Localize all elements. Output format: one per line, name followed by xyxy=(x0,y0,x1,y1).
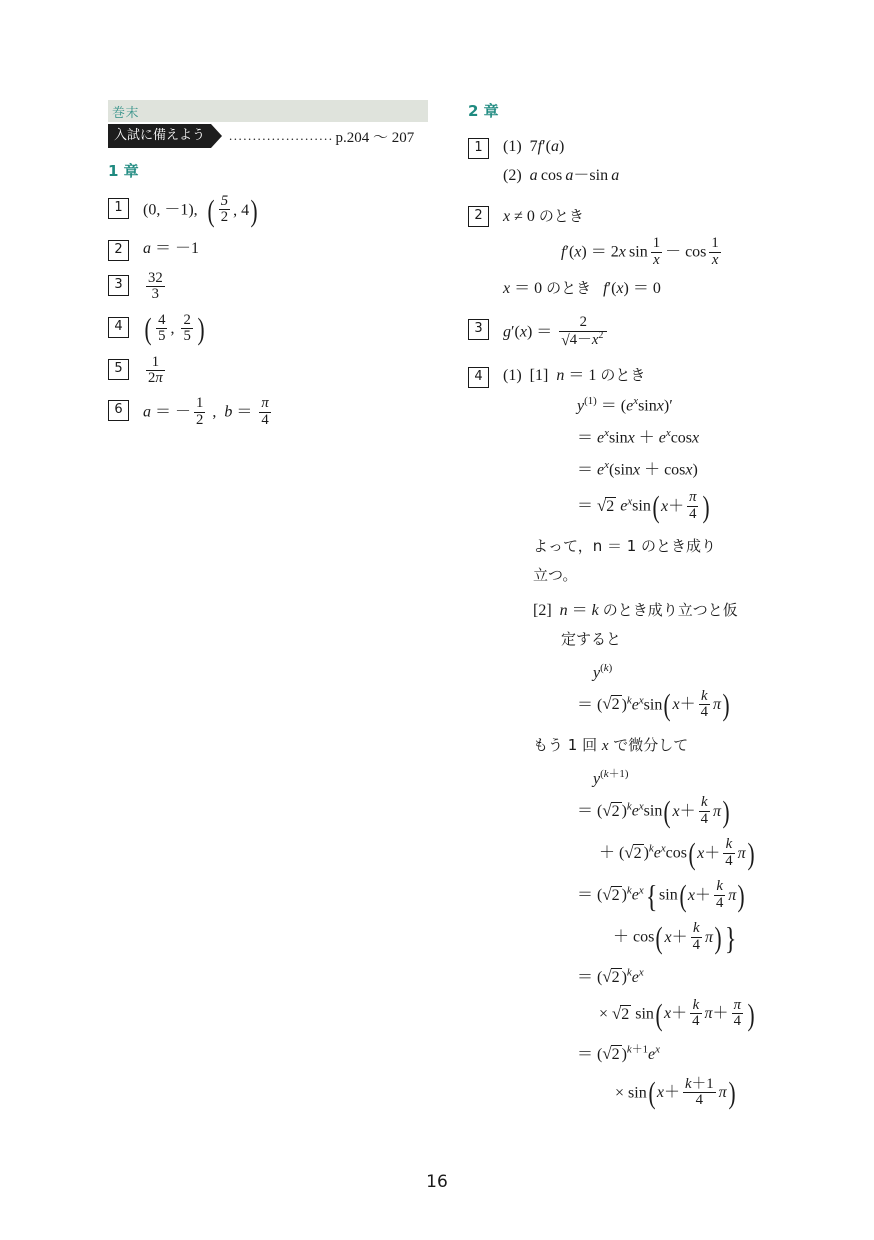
question-number: 5 xyxy=(108,359,129,380)
proof-line: $y^{(k)}$ xyxy=(593,661,613,681)
answer-item-ch2-4 xyxy=(468,364,808,1112)
answer-item-5 xyxy=(108,353,448,388)
answer-body: ( $\frac{4}{5}$ , $\frac{2}{5}$ ) xyxy=(144,311,205,347)
question-number: 1 xyxy=(468,138,489,159)
question-number: 4 xyxy=(108,317,129,338)
proof-line: ＝ $e^x\sin x + e^x\cos x$ xyxy=(577,426,700,447)
case-label-2: [2] xyxy=(533,602,552,620)
sub-label: (2) xyxy=(503,166,522,184)
left-column xyxy=(108,160,448,439)
header-dots: ...................... xyxy=(229,128,334,143)
answer-item-6 xyxy=(108,397,448,429)
proof-line: ＝ (√2 )$^ke^x\sin$ ( x ＋ $\frac{k}{4}$ π ) xyxy=(577,794,730,830)
condition-line: x ≠ 0 のとき xyxy=(503,206,584,225)
condition-line-2: x ＝ 0 のとき f′(x) ＝ 0 xyxy=(503,279,661,298)
answer-item-2 xyxy=(108,237,448,262)
proof-line: ＝ (√2 )$^ke^x\sin$ ( x ＋ $\frac{k}{4}$ π ) xyxy=(577,687,730,723)
sub-body: 7f′(a) xyxy=(529,138,565,155)
question-number: 2 xyxy=(468,206,489,227)
answer-body: a ＝ － $\frac{1}{2}$ , b ＝ $\frac{\pi}{4}$ xyxy=(143,395,269,428)
section-header xyxy=(108,100,428,148)
proof-line: ＋ (√2 )$^ke^x\cos$ ( x ＋ $\frac{k}{4}$ π ) xyxy=(599,836,755,872)
question-number: 6 xyxy=(108,400,129,421)
answer-body xyxy=(503,364,808,1112)
conclusion-line-2: 立つ。 xyxy=(533,566,578,585)
proof-line: × √2 sin ( x ＋ $\frac{k}{4}$ π ＋ $\frac{\pi}{4}$ ) xyxy=(599,996,755,1032)
header-page-ref: p.204 ～ 207 xyxy=(335,129,415,146)
proof-line: ＝ $e^x(\sin x + \cos x)$ xyxy=(577,458,698,479)
question-number: 3 xyxy=(468,319,489,340)
header-band-label: 巻末 xyxy=(112,105,140,121)
proof-line: $y^{(1)} = (e^x\sin x)'$ xyxy=(577,394,673,415)
answer-item-ch2-2 xyxy=(468,203,808,305)
sub-label: (1) xyxy=(503,366,522,384)
proof-line: ＝ (√2 )$^ke^x$ xyxy=(577,966,644,987)
question-number: 4 xyxy=(468,367,489,388)
sub-answer-1 xyxy=(503,135,808,160)
question-number: 1 xyxy=(108,198,129,219)
answer-body: a ＝ －1 xyxy=(143,239,200,257)
answer-body xyxy=(503,203,808,305)
proof-line: × sin ( x ＋ $\frac{k+1}{4}$ π ) xyxy=(615,1075,736,1111)
formula-line: f′(x) ＝ 2x sin $\frac{1}{x}$ － cos $\frac{1}{x}$ xyxy=(561,235,719,268)
answer-body xyxy=(503,135,808,193)
sub-body: a cos a－sin a xyxy=(529,166,620,184)
header-tab-label: 入試に備えよう xyxy=(108,124,211,148)
right-chapter-heading: 2 章 xyxy=(468,102,499,120)
proof-line: ＝ √2 $e^x\sin$ ( x ＋ $\frac{\pi}{4}$ ) xyxy=(577,489,711,524)
conclusion-line-1: よって，n ＝ 1 のとき成り xyxy=(533,536,717,555)
proof-line: ＝ (√2 )$^{k+1}e^x$ xyxy=(577,1043,660,1063)
question-number: 3 xyxy=(108,275,129,296)
sub-answer-1 xyxy=(503,364,808,389)
header-tab-row xyxy=(108,124,428,148)
answer-body: (0, －1), ( $\frac{5}{2}$ , 4 ) xyxy=(143,193,258,228)
step-note: もう 1 回 x で微分して xyxy=(533,735,689,754)
answer-item-3 xyxy=(108,269,448,304)
proof-line: ＝ (√2 )$^ke^x$ { sin ( x ＋ $\frac{k}{4}$ π ) xyxy=(577,878,745,915)
case-condition-1: n ＝ 1 のとき xyxy=(556,365,646,384)
answer-body: $\frac{32}{3}$ xyxy=(148,269,163,303)
answer-item-ch2-1 xyxy=(468,135,808,193)
case-label-1: [1] xyxy=(529,366,549,384)
answer-item-1 xyxy=(108,195,448,227)
answer-body: g′(x) ＝ $\frac{2}{√4-x^2}$ xyxy=(503,316,808,350)
case-2-header xyxy=(503,599,808,624)
sub-label: (1) xyxy=(503,138,522,155)
right-column xyxy=(468,100,808,1122)
proof-line: ＋ cos ( x ＋ $\frac{k}{4}$ π ) } xyxy=(613,920,737,957)
answer-item-4 xyxy=(108,311,448,347)
sub-answer-2 xyxy=(503,164,808,189)
case-condition-2: n ＝ k のとき成り立つと仮 xyxy=(559,601,738,620)
proof-line: $y^{(k+1)}$ xyxy=(593,768,629,788)
header-band xyxy=(108,100,428,122)
answer-body: $\frac{1}{2\pi}$ xyxy=(148,353,163,386)
answer-item-ch2-3 xyxy=(468,316,808,350)
left-chapter-heading: 1 章 xyxy=(108,162,139,180)
case-condition-2b: 定すると xyxy=(561,630,622,649)
question-number: 2 xyxy=(108,240,129,261)
page-number: 16 xyxy=(426,1172,448,1192)
